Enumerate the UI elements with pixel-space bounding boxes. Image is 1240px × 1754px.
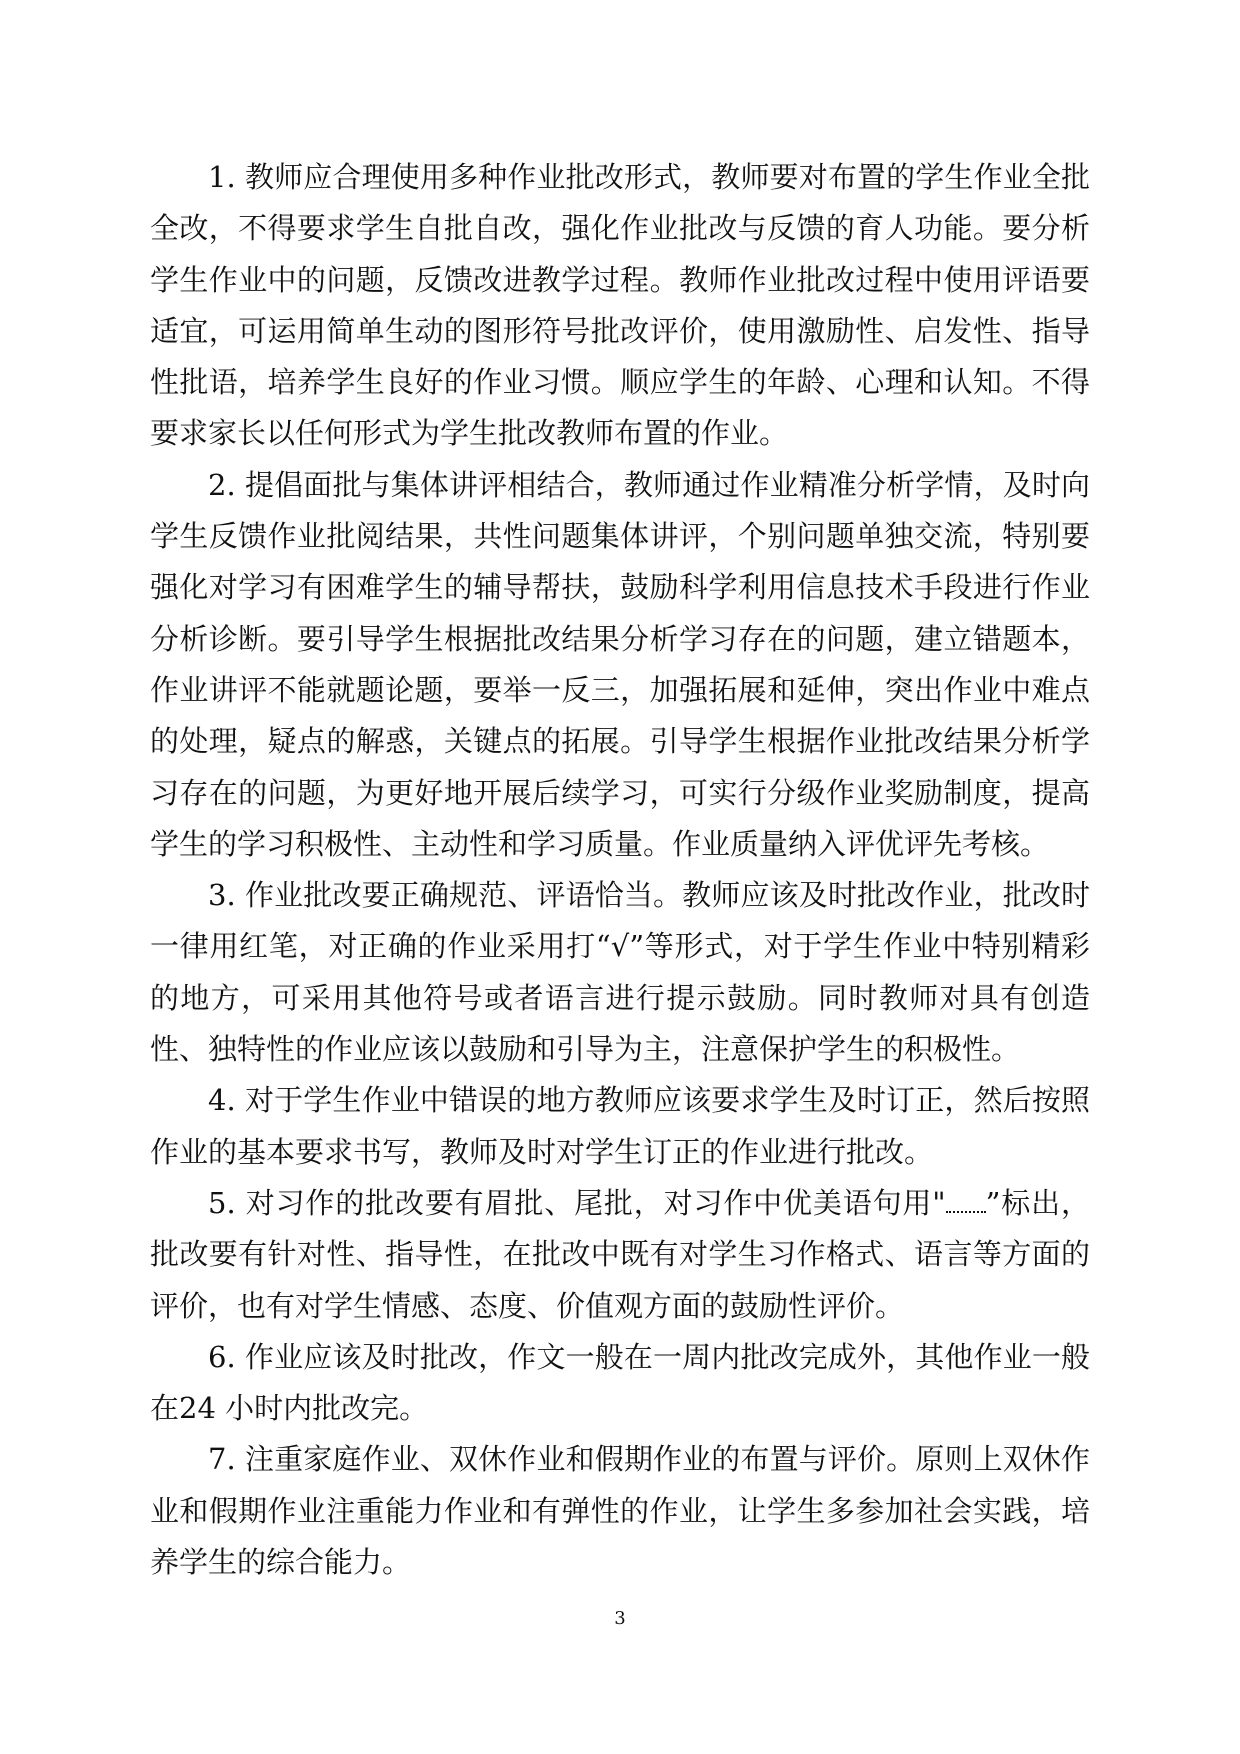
paragraph-6: 6. 作业应该及时批改，作文一般在一周内批改完成外，其他作业一般在24 小时内批改完。 xyxy=(150,1339,1090,1426)
paragraph-4: 4. 对于学生作业中错误的地方教师应该要求学生及时订正，然后按照作业的基本要求书写，教师及时对学生订正的作业进行批改。 xyxy=(150,1083,1090,1169)
paragraph-5-part-1: 5. 对习作的批改要有眉批、尾批，对习作中优美语句用" xyxy=(208,1185,946,1220)
paragraph-3: 3. 作业批改要正确规范、评语恰当。教师应该及时批改作业，批改时一律用红笔，对正确的作业采用打“√”等形式，对于学生作业中特别精彩的地方，可采用其他符号或者语言进行提示鼓励。同时教师对具有创造性、独特性的作业应该以鼓励和引导为主，注意保护学生的积极性。 xyxy=(150,878,1090,1067)
paragraph-1: 1. 教师应合理使用多种作业批改形式，教师要对布置的学生作业全批全改，不得要求学生自批自改，强化作业批改与反馈的育人功能。要分析学生作业中的问题，反馈改进教学过程。教师作业批改过程中使用评语要适宜，可运用简单生动的图形符号批改评价，使用激励性、启发性、指导性批语，培养学生良好的作业习惯。顺应学生的年龄、心理和认知。不得要求家长以任何形式为学生批改教师布置的作业。 xyxy=(150,160,1090,451)
page-number: 3 xyxy=(614,1608,626,1629)
paragraph-5-part-2: ”标出，批改要有针对性、指导性，在批改中既有对学生习作格式、语言等方面的评价，也有对学生情感、态度、价值观方面的鼓励性评价。 xyxy=(150,1185,1090,1323)
document-body xyxy=(150,152,1090,1588)
paragraph-2: 2. 提倡面批与集体讲评相结合，教师通过作业精准分析学情，及时向学生反馈作业批阅结果，共性问题集体讲评，个别问题单独交流，特别要强化对学习有困难学生的辅导帮扶，鼓励科学利用信息技术手段进行作业分析诊断。要引导学生根据批改结果分析学习存在的问题，建立错题本，作业讲评不能就题论题，要举一反三，加强拓展和延伸，突出作业中难点的处理，疑点的解惑，关键点的拓展。引导学生根据作业批改结果分析学习存在的问题，为更好地开展后续学习，可实行分级作业奖励制度，提高学生的学习积极性、主动性和学习质量。作业质量纳入评优评先考核。 xyxy=(150,467,1090,861)
wavy-underline-mark-sample xyxy=(946,1188,986,1213)
paragraph-5 xyxy=(150,1178,1090,1332)
paragraph-7: 7. 注重家庭作业、双休作业和假期作业的布置与评价。原则上双休作业和假期作业注重能力作业和有弹性的作业，让学生多参加社会实践，培养学生的综合能力。 xyxy=(150,1442,1090,1580)
